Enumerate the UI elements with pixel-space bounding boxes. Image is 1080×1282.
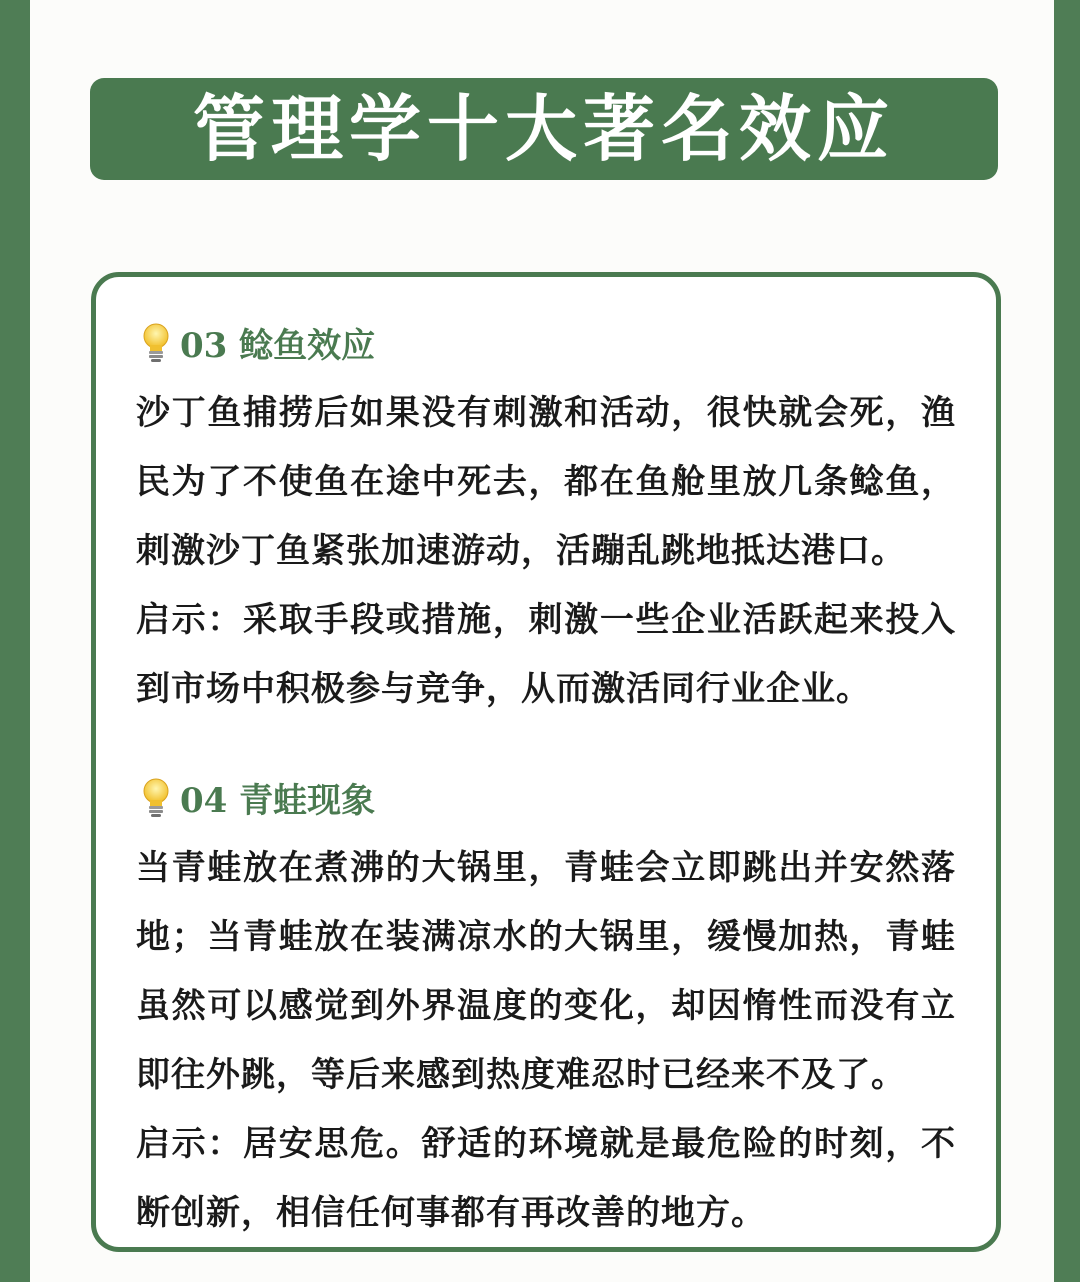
lightbulb-icon — [136, 320, 176, 364]
lightbulb-icon — [136, 775, 176, 819]
section-body: 当青蛙放在煮沸的大锅里，青蛙会立即跳出并安然落地；当青蛙放在装满凉水的大锅里，缓慢加热，青蛙虽然可以感觉到外界温度的变化，却因惰性而没有立即往外跳，等后来感到热度难忍时已经来不及了。 — [136, 848, 956, 1095]
title-banner — [90, 78, 998, 180]
section-catfish-effect — [136, 317, 956, 724]
section-insight: 启示：居安思危。舒适的环境就是最危险的时刻，不断创新，相信任何事都有再改善的地方。 — [136, 1124, 956, 1233]
section-heading: 04 青蛙现象 — [136, 772, 956, 822]
content-card — [91, 272, 1001, 1252]
page — [30, 0, 1054, 1282]
section-heading: 03 鲶鱼效应 — [136, 317, 956, 367]
page-title: 管理学十大著名效应 — [192, 86, 895, 171]
card-content — [136, 317, 956, 1248]
section-body: 沙丁鱼捕捞后如果没有刺激和活动，很快就会死，渔民为了不使鱼在途中死去，都在鱼舱里放几条鲶鱼，刺激沙丁鱼紧张加速游动，活蹦乱跳地抵达港口。 — [136, 393, 956, 571]
section-insight: 启示：采取手段或措施，刺激一些企业活跃起来投入到市场中积极参与竞争，从而激活同行业企业。 — [136, 600, 956, 709]
section-frog-phenomenon — [136, 772, 956, 1248]
